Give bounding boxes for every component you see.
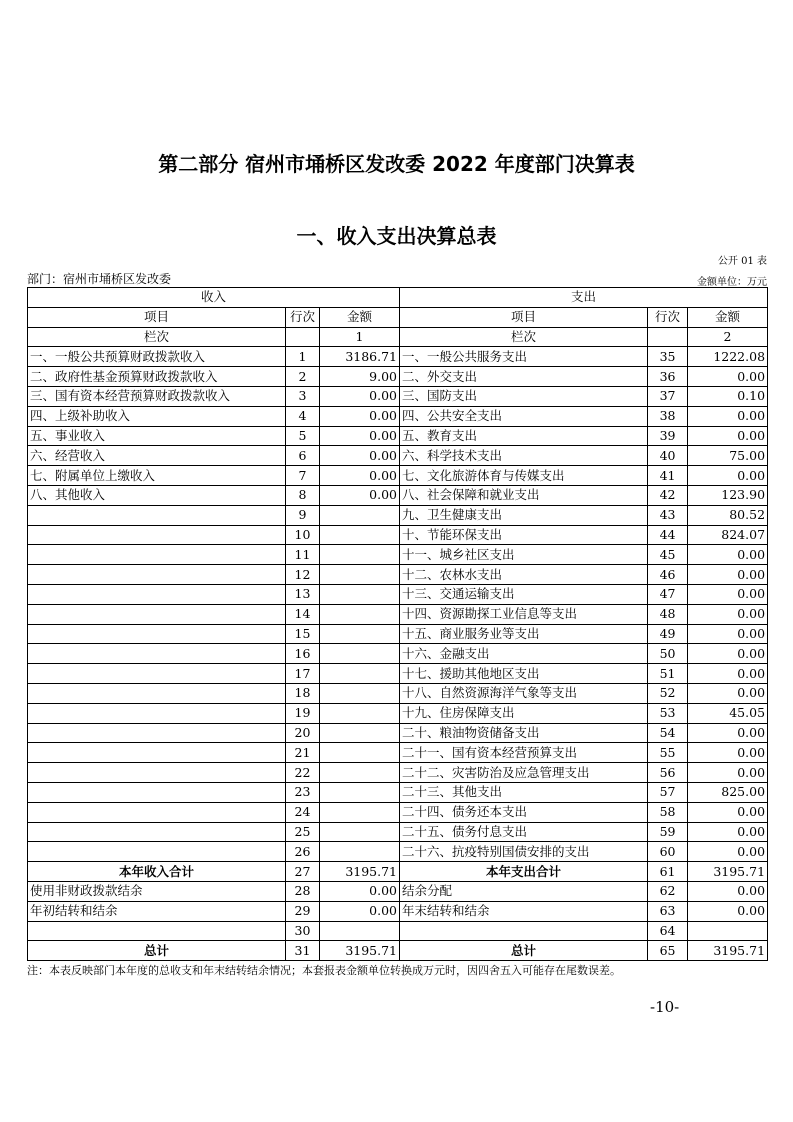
table-row — [28, 565, 768, 585]
income-line-cell: 3 — [286, 386, 320, 406]
income-item-cell — [28, 842, 286, 862]
income-amount-cell — [320, 921, 400, 941]
income-line-cell: 29 — [286, 901, 320, 921]
income-item-cell — [28, 505, 286, 525]
income-line-cell: 18 — [286, 683, 320, 703]
expense-line-cell: 52 — [648, 683, 688, 703]
income-line-cell: 20 — [286, 723, 320, 743]
expense-line-cell: 50 — [648, 644, 688, 664]
income-amount-cell: 0.00 — [320, 446, 400, 466]
income-item-cell — [28, 525, 286, 545]
table-row — [28, 386, 768, 406]
expense-line-cell: 46 — [648, 565, 688, 585]
income-item-cell: 本年收入合计 — [28, 862, 286, 882]
income-line-cell: 10 — [286, 525, 320, 545]
income-line-cell: 22 — [286, 763, 320, 783]
expense-line-cell: 37 — [648, 386, 688, 406]
expense-amount-cell: 0.00 — [688, 644, 768, 664]
expense-item-cell: 年末结转和结余 — [400, 901, 648, 921]
expense-amount-cell: 0.00 — [688, 545, 768, 565]
table-row — [28, 466, 768, 486]
income-amount-cell — [320, 802, 400, 822]
table-row — [28, 644, 768, 664]
income-item-cell — [28, 743, 286, 763]
income-line-cell: 24 — [286, 802, 320, 822]
document-title: 第二部分 宿州市埇桥区发改委 2022 年度部门决算表 — [158, 152, 635, 176]
expense-line-cell: 42 — [648, 485, 688, 505]
income-line-cell: 6 — [286, 446, 320, 466]
expense-amount-cell: 0.00 — [688, 763, 768, 783]
table-row — [28, 782, 768, 802]
income-item-cell — [28, 822, 286, 842]
income-line-cell: 13 — [286, 584, 320, 604]
expense-line-cell: 64 — [648, 921, 688, 941]
expense-line-cell: 45 — [648, 545, 688, 565]
expense-amount-cell: 0.00 — [688, 406, 768, 426]
income-amount-cell — [320, 565, 400, 585]
income-item-cell — [28, 664, 286, 684]
expense-item-cell — [400, 921, 648, 941]
expense-item-cell: 十五、商业服务业等支出 — [400, 624, 648, 644]
income-amount-cell — [320, 842, 400, 862]
income-item-cell: 四、上级补助收入 — [28, 406, 286, 426]
income-expense-table — [27, 287, 768, 961]
income-item-cell: 年初结转和结余 — [28, 901, 286, 921]
table-row — [28, 604, 768, 624]
table-row — [28, 347, 768, 367]
amount-unit-label: 金额单位：万元 — [697, 277, 767, 288]
table-row — [28, 763, 768, 783]
income-line-cell: 30 — [286, 921, 320, 941]
expense-amount-cell: 123.90 — [688, 485, 768, 505]
expense-line-cell: 58 — [648, 802, 688, 822]
income-amount-cell — [320, 584, 400, 604]
expense-line-cell: 36 — [648, 367, 688, 387]
expense-item-cell: 总计 — [400, 941, 648, 961]
income-item-cell — [28, 683, 286, 703]
expense-item-cell: 三、国防支出 — [400, 386, 648, 406]
expense-column-number: 2 — [688, 327, 768, 347]
income-amount-cell — [320, 822, 400, 842]
expense-item-cell: 二十一、国有资本经营预算支出 — [400, 743, 648, 763]
income-item-cell: 七、附属单位上缴收入 — [28, 466, 286, 486]
expense-line-cell: 55 — [648, 743, 688, 763]
expense-line-cell: 59 — [648, 822, 688, 842]
table-row — [28, 941, 768, 961]
table-row — [28, 802, 768, 822]
expense-line-cell: 57 — [648, 782, 688, 802]
table-row — [28, 367, 768, 387]
expense-item-cell: 五、教育支出 — [400, 426, 648, 446]
income-amount-cell: 9.00 — [320, 367, 400, 387]
expense-item-cell: 本年支出合计 — [400, 862, 648, 882]
expense-amount-header: 金额 — [688, 307, 768, 327]
income-amount-cell — [320, 604, 400, 624]
income-amount-cell — [320, 763, 400, 783]
table-note: 注：本表反映部门本年度的总收支和年末结转结余情况；本套报表金额单位转换成万元时，因四舍五入可能存在尾数误差。 — [27, 964, 621, 977]
expense-line-cell: 35 — [648, 347, 688, 367]
income-line-cell: 11 — [286, 545, 320, 565]
income-line-cell: 27 — [286, 862, 320, 882]
expense-item-cell: 十七、援助其他地区支出 — [400, 664, 648, 684]
income-item-cell — [28, 545, 286, 565]
income-amount-cell — [320, 644, 400, 664]
expense-amount-cell: 75.00 — [688, 446, 768, 466]
expense-amount-cell: 0.00 — [688, 584, 768, 604]
income-amount-cell — [320, 703, 400, 723]
table-row — [28, 525, 768, 545]
empty-cell — [286, 327, 320, 347]
expense-amount-cell: 0.00 — [688, 822, 768, 842]
income-amount-cell: 0.00 — [320, 881, 400, 901]
income-line-cell: 19 — [286, 703, 320, 723]
expense-item-cell: 六、科学技术支出 — [400, 446, 648, 466]
income-item-cell — [28, 584, 286, 604]
income-item-header: 项目 — [28, 307, 286, 327]
table-row — [28, 862, 768, 882]
income-item-cell — [28, 604, 286, 624]
income-item-cell: 一、一般公共预算财政拨款收入 — [28, 347, 286, 367]
expense-amount-cell: 0.00 — [688, 743, 768, 763]
expense-line-header: 行次 — [648, 307, 688, 327]
income-line-cell: 23 — [286, 782, 320, 802]
income-line-cell: 31 — [286, 941, 320, 961]
department-label: 部门：宿州市埇桥区发改委 — [27, 272, 172, 286]
expense-line-cell: 62 — [648, 881, 688, 901]
income-amount-cell — [320, 782, 400, 802]
expense-item-cell: 十六、金融支出 — [400, 644, 648, 664]
expense-line-cell: 39 — [648, 426, 688, 446]
income-line-cell: 14 — [286, 604, 320, 624]
expense-line-cell: 65 — [648, 941, 688, 961]
expense-line-cell: 44 — [648, 525, 688, 545]
expense-item-cell: 二十三、其他支出 — [400, 782, 648, 802]
income-line-cell: 9 — [286, 505, 320, 525]
table-row — [28, 505, 768, 525]
expense-column-label: 栏次 — [400, 327, 648, 347]
expense-amount-cell — [688, 921, 768, 941]
income-line-header: 行次 — [286, 307, 320, 327]
table-header-row-1 — [28, 288, 768, 308]
table-row — [28, 584, 768, 604]
income-line-cell: 7 — [286, 466, 320, 486]
expense-item-cell: 七、文化旅游体育与传媒支出 — [400, 466, 648, 486]
income-item-cell — [28, 802, 286, 822]
expense-item-cell: 十八、自然资源海洋气象等支出 — [400, 683, 648, 703]
expense-amount-cell: 0.10 — [688, 386, 768, 406]
expense-line-cell: 38 — [648, 406, 688, 426]
expense-amount-cell: 0.00 — [688, 802, 768, 822]
income-item-cell — [28, 921, 286, 941]
expense-amount-cell: 80.52 — [688, 505, 768, 525]
income-line-cell: 25 — [286, 822, 320, 842]
expense-line-cell: 51 — [648, 664, 688, 684]
expense-line-cell: 60 — [648, 842, 688, 862]
expense-line-cell: 40 — [648, 446, 688, 466]
income-item-cell — [28, 703, 286, 723]
income-amount-cell: 0.00 — [320, 901, 400, 921]
expense-line-cell: 49 — [648, 624, 688, 644]
expense-item-cell: 一、一般公共服务支出 — [400, 347, 648, 367]
income-item-cell — [28, 644, 286, 664]
expense-amount-cell: 0.00 — [688, 426, 768, 446]
expense-amount-cell: 0.00 — [688, 565, 768, 585]
income-amount-cell: 0.00 — [320, 426, 400, 446]
expense-item-cell: 二十五、债务付息支出 — [400, 822, 648, 842]
income-header: 收入 — [28, 288, 400, 308]
income-line-cell: 2 — [286, 367, 320, 387]
expense-amount-cell: 45.05 — [688, 703, 768, 723]
table-row — [28, 881, 768, 901]
table-row — [28, 703, 768, 723]
income-line-cell: 12 — [286, 565, 320, 585]
expense-item-cell: 十一、城乡社区支出 — [400, 545, 648, 565]
expense-header: 支出 — [400, 288, 768, 308]
expense-amount-cell: 0.00 — [688, 881, 768, 901]
expense-item-cell: 八、社会保障和就业支出 — [400, 485, 648, 505]
income-amount-cell: 0.00 — [320, 466, 400, 486]
income-item-cell — [28, 763, 286, 783]
income-amount-cell — [320, 624, 400, 644]
table-row — [28, 723, 768, 743]
income-item-cell: 六、经营收入 — [28, 446, 286, 466]
expense-line-cell: 56 — [648, 763, 688, 783]
income-item-cell: 八、其他收入 — [28, 485, 286, 505]
table-title: 一、收入支出决算总表 — [296, 224, 497, 248]
income-amount-cell — [320, 545, 400, 565]
expense-amount-cell: 0.00 — [688, 842, 768, 862]
table-row — [28, 446, 768, 466]
expense-amount-cell: 0.00 — [688, 723, 768, 743]
expense-amount-cell: 0.00 — [688, 604, 768, 624]
expense-item-cell: 二、外交支出 — [400, 367, 648, 387]
expense-line-cell: 53 — [648, 703, 688, 723]
income-line-cell: 16 — [286, 644, 320, 664]
income-line-cell: 21 — [286, 743, 320, 763]
expense-amount-cell: 0.00 — [688, 466, 768, 486]
expense-item-cell: 结余分配 — [400, 881, 648, 901]
income-line-cell: 4 — [286, 406, 320, 426]
expense-amount-cell: 0.00 — [688, 901, 768, 921]
expense-item-cell: 九、卫生健康支出 — [400, 505, 648, 525]
income-amount-cell: 3186.71 — [320, 347, 400, 367]
income-amount-cell: 0.00 — [320, 386, 400, 406]
expense-item-cell: 四、公共安全支出 — [400, 406, 648, 426]
expense-item-cell: 十四、资源勘探工业信息等支出 — [400, 604, 648, 624]
expense-amount-cell: 0.00 — [688, 664, 768, 684]
income-amount-cell — [320, 664, 400, 684]
table-row — [28, 624, 768, 644]
expense-line-cell: 63 — [648, 901, 688, 921]
table-row — [28, 921, 768, 941]
income-amount-cell: 0.00 — [320, 406, 400, 426]
income-amount-cell: 3195.71 — [320, 941, 400, 961]
expense-amount-cell: 0.00 — [688, 624, 768, 644]
table-header-row-2 — [28, 307, 768, 327]
table-row — [28, 842, 768, 862]
expense-line-cell: 47 — [648, 584, 688, 604]
income-item-cell — [28, 723, 286, 743]
expense-line-cell: 54 — [648, 723, 688, 743]
expense-amount-cell: 825.00 — [688, 782, 768, 802]
expense-amount-cell: 3195.71 — [688, 862, 768, 882]
table-row — [28, 485, 768, 505]
income-line-cell: 8 — [286, 485, 320, 505]
table-header-row-3 — [28, 327, 768, 347]
income-amount-cell — [320, 505, 400, 525]
income-line-cell: 5 — [286, 426, 320, 446]
expense-line-cell: 43 — [648, 505, 688, 525]
expense-line-cell: 61 — [648, 862, 688, 882]
expense-item-cell: 十三、交通运输支出 — [400, 584, 648, 604]
expense-amount-cell: 0.00 — [688, 367, 768, 387]
table-row — [28, 683, 768, 703]
income-column-number: 1 — [320, 327, 400, 347]
table-row — [28, 822, 768, 842]
expense-item-cell: 十、节能环保支出 — [400, 525, 648, 545]
income-line-cell: 17 — [286, 664, 320, 684]
empty-cell — [648, 327, 688, 347]
income-item-cell: 三、国有资本经营预算财政拨款收入 — [28, 386, 286, 406]
table-row — [28, 545, 768, 565]
page-number: -10- — [650, 998, 680, 1016]
table-row — [28, 406, 768, 426]
income-item-cell — [28, 565, 286, 585]
income-item-cell: 二、政府性基金预算财政拨款收入 — [28, 367, 286, 387]
income-amount-header: 金额 — [320, 307, 400, 327]
income-line-cell: 26 — [286, 842, 320, 862]
income-amount-cell — [320, 525, 400, 545]
expense-item-cell: 二十、粮油物资储备支出 — [400, 723, 648, 743]
table-row — [28, 426, 768, 446]
expense-amount-cell: 0.00 — [688, 683, 768, 703]
table-row — [28, 664, 768, 684]
expense-amount-cell: 824.07 — [688, 525, 768, 545]
income-column-label: 栏次 — [28, 327, 286, 347]
income-amount-cell — [320, 743, 400, 763]
expense-amount-cell: 3195.71 — [688, 941, 768, 961]
income-amount-cell — [320, 683, 400, 703]
income-item-cell — [28, 624, 286, 644]
income-item-cell: 总计 — [28, 941, 286, 961]
income-item-cell: 五、事业收入 — [28, 426, 286, 446]
income-line-cell: 15 — [286, 624, 320, 644]
table-row — [28, 901, 768, 921]
expense-item-header: 项目 — [400, 307, 648, 327]
expense-line-cell: 48 — [648, 604, 688, 624]
income-item-cell — [28, 782, 286, 802]
expense-item-cell: 二十二、灾害防治及应急管理支出 — [400, 763, 648, 783]
form-number: 公开 01 表 — [717, 256, 767, 267]
expense-amount-cell: 1222.08 — [688, 347, 768, 367]
expense-line-cell: 41 — [648, 466, 688, 486]
income-amount-cell: 3195.71 — [320, 862, 400, 882]
table-row — [28, 743, 768, 763]
income-line-cell: 1 — [286, 347, 320, 367]
income-amount-cell — [320, 723, 400, 743]
expense-item-cell: 十二、农林水支出 — [400, 565, 648, 585]
expense-item-cell: 二十四、债务还本支出 — [400, 802, 648, 822]
income-amount-cell: 0.00 — [320, 485, 400, 505]
expense-item-cell: 十九、住房保障支出 — [400, 703, 648, 723]
expense-item-cell: 二十六、抗疫特别国债安排的支出 — [400, 842, 648, 862]
income-line-cell: 28 — [286, 881, 320, 901]
income-item-cell: 使用非财政拨款结余 — [28, 881, 286, 901]
